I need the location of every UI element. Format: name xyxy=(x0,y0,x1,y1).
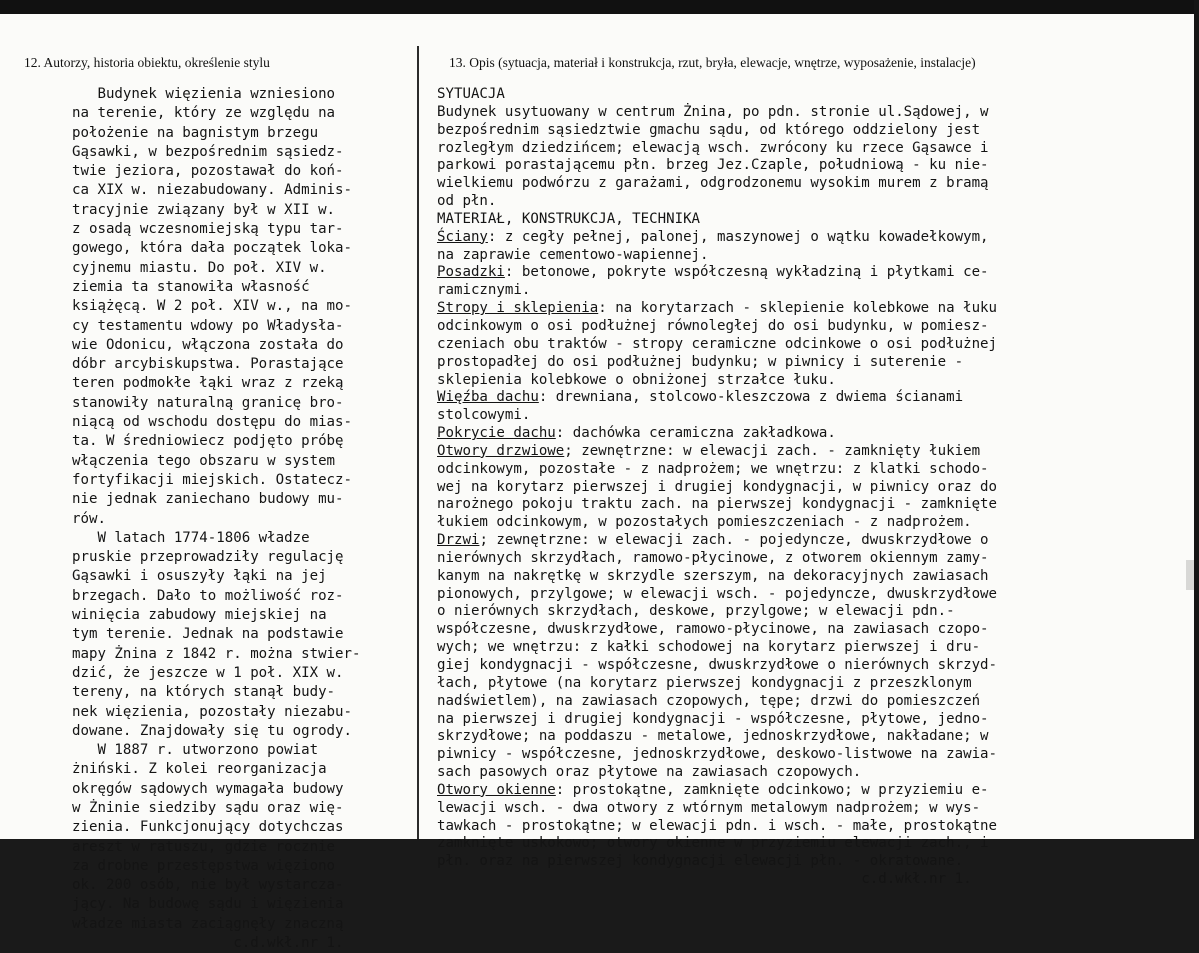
description-text-line xyxy=(437,282,530,298)
history-text-line: areszt w ratuszu, gdzie rocznie xyxy=(72,838,336,855)
description-text-line xyxy=(437,318,989,334)
history-text-column xyxy=(72,85,412,953)
description-text-line xyxy=(437,675,972,691)
history-text-line: Gąsawki, w bezpośrednim sąsiedz- xyxy=(72,143,344,160)
history-text-line: ta. W średniowiecz podjęto próbę xyxy=(72,433,344,450)
history-text-line: zienia. Funkcjonujący dotychczas xyxy=(72,819,344,836)
history-text-line: brzegach. Dało to możliwość roz- xyxy=(72,587,344,604)
description-text: piwnicy - współczesne, jednoskrzydłowe, deskowo-listwowe na zawia- xyxy=(437,746,998,763)
description-text: o nierównych skrzydłach, deskowe, przylgowe; w elewacji pdn.- xyxy=(437,603,955,620)
description-text-line xyxy=(437,818,997,834)
description-text: nadświetlem), na zawiasach czopowych, tępe; drzwi do pomieszczeń xyxy=(437,692,981,709)
description-text-line xyxy=(437,853,963,869)
history-text-line: gowego, która dała początek loka- xyxy=(72,240,353,257)
description-text: sach pasowych oraz płytowe na zawiasach czopowych. xyxy=(437,764,862,781)
history-text-line: włączenia tego obszaru w system xyxy=(72,452,336,469)
scan-top-edge xyxy=(0,0,1199,14)
history-text-line: Budynek więzienia wzniesiono xyxy=(72,86,336,102)
history-text-line: cyjnemu miastu. Do poł. XIV w. xyxy=(72,259,327,276)
history-text-line: dóbr arcybiskupstwa. Porastające xyxy=(72,356,344,373)
subsection-label: Posadzki xyxy=(437,264,505,281)
description-text: : dachówka ceramiczna zakładkowa. xyxy=(555,425,836,442)
description-text-line xyxy=(437,389,963,405)
history-text-line: twie jeziora, pozostawał do koń- xyxy=(72,163,344,180)
description-text: SYTUACJA xyxy=(437,86,505,102)
description-text: nierównych skrzydłach, ramowo-płycinowe, z otworem okiennym zamy- xyxy=(437,549,989,566)
description-text: wielkiemu podwórzu z garażami, odgrodzonemu wysokim murem z bramą xyxy=(437,175,989,192)
history-text-line: na terenie, który ze względu na xyxy=(72,105,336,122)
description-text-line xyxy=(437,728,989,744)
description-text-line xyxy=(437,693,980,709)
column-divider xyxy=(417,46,419,839)
description-text-line xyxy=(437,193,496,209)
history-text-line: ok. 200 osób, nie był wystarcza- xyxy=(72,877,344,894)
description-text: rozległym dziedzińcem; elewacją wsch. zwrócony ku rzece Gąsawce i xyxy=(437,139,989,156)
description-text: Budynek usytuowany w centrum Żnina, po pdn. stronie ul.Sądowej, w xyxy=(437,103,989,120)
history-text-line: mapy Żnina z 1842 r. można stwier- xyxy=(72,645,361,662)
description-text-line xyxy=(437,835,989,851)
description-text: tawkach - prostokątne; w elewacji pdn. i wsch. - małe, prostokątne xyxy=(437,817,998,834)
history-text-line: z osadą wczesnomiejską typu tar- xyxy=(72,221,344,238)
description-text-line xyxy=(437,621,989,637)
description-text: łukiem odcinkowym, w pozostałych pomieszczeniach - z nadprożem. xyxy=(437,514,972,531)
description-text: na zaprawie cementowo-wapiennej. xyxy=(437,246,709,263)
description-text-line xyxy=(437,461,989,477)
history-text-line: władze miasta zaciągnęły znaczną xyxy=(72,915,344,932)
subsection-label: Otwory okienne xyxy=(437,781,556,798)
history-text-line: tym terenie. Jednak na podstawie xyxy=(72,626,344,643)
description-text: współczesne, dwuskrzydłowe, ramowo-płycinowe, na zawiasach czopo- xyxy=(437,621,989,638)
description-text: giej kondygnacji - współczesne, dwuskrzydłowe o nierównych skrzyd- xyxy=(437,657,998,673)
description-text-line xyxy=(437,300,997,316)
history-text-line: Gąsawki i osuszyły łąki na jej xyxy=(72,568,327,585)
description-text-line xyxy=(437,336,997,352)
description-text-line xyxy=(437,247,709,263)
history-text-line: okręgów sądowych wymagała budowy xyxy=(72,780,344,797)
history-text-line: nie jednak zaniechano budowy mu- xyxy=(72,491,344,508)
subsection-label: Pokrycie dachu xyxy=(437,425,556,442)
history-text-line: stanowiły naturalną granicę bro- xyxy=(72,394,344,411)
description-text: pionowych, przylgowe; w elewacji wsch. - pojedyncze, dwuskrzydłowe xyxy=(437,585,998,602)
description-text-line xyxy=(437,782,989,798)
description-text-line xyxy=(437,871,972,887)
description-text: : betonowe, pokryte współczesną wykładziną i płytkami ce- xyxy=(504,264,989,281)
history-text-line: fortyfikacji miejskich. Ostatecz- xyxy=(72,471,353,488)
description-text: ramicznymi. xyxy=(437,282,531,299)
description-text: odcinkowym o osi podłużnej równoległej do osi budynku, w pomiesz- xyxy=(437,317,989,334)
description-text: czeniach obu traktów - stropy ceramiczne odcinkowe o osi podłużnej xyxy=(437,335,998,352)
description-text-line xyxy=(437,586,997,602)
description-text: wych; we wnętrzu: z kałki schodowej na korytarz pierwszej i dru- xyxy=(437,639,981,656)
description-text-line xyxy=(437,764,861,780)
section-12-heading: 12. Autorzy, historia obiektu, określenie stylu xyxy=(24,55,270,70)
description-text-line xyxy=(437,122,980,138)
history-text-line: W 1887 r. utworzono powiat xyxy=(72,742,319,759)
description-text: płn. oraz na pierwszej kondygnacji elewacji płn. - okratowane. xyxy=(437,853,964,870)
history-text-line: ca XIX w. niezabudowany. Adminis- xyxy=(72,182,353,199)
history-text-line: ziemia ta stanowiła własność xyxy=(72,278,310,295)
description-text: od płn. xyxy=(437,193,497,210)
description-text-line xyxy=(437,639,980,655)
description-text: stolcowymi. xyxy=(437,407,531,424)
description-text-line xyxy=(437,514,972,530)
history-text-line: wie Odonicu, włączona została do xyxy=(72,336,344,353)
description-text: ; zewnętrzne: w elewacji zach. - zamknięty łukiem xyxy=(564,442,981,459)
history-text-line: książęcą. W 2 poł. XIV w., na mo- xyxy=(72,298,353,315)
description-text-line xyxy=(437,568,989,584)
history-text-line: c.d.wkł.nr 1. xyxy=(72,935,344,952)
description-text: wej na korytarz pierwszej i drugiej kondygnacji, w piwnicy oraz do xyxy=(437,478,998,495)
description-text: : prostokątne, zamknięte odcinkowo; w przyziemiu e- xyxy=(555,781,989,798)
history-text-line: cy testamentu wdowy po Władysła- xyxy=(72,317,344,334)
description-text: prostopadłej do osi podłużnej budynku; w piwnicy i suterenie - xyxy=(437,353,964,370)
scan-right-edge xyxy=(1194,0,1199,839)
description-text: łach, płytowe (na korytarz pierwszej kondygnacji z przeszklonym xyxy=(437,674,972,691)
description-text-line xyxy=(437,711,989,727)
subsection-label: Drzwi xyxy=(437,532,480,549)
history-text-line: winięcia zabudowy miejskiej na xyxy=(72,607,327,624)
description-text-line xyxy=(437,657,997,673)
description-text: : na korytarzach - sklepienie kolebkowe na łuku xyxy=(598,300,998,317)
history-text-line: tereny, na których stanął budy- xyxy=(72,684,336,701)
description-text-line xyxy=(437,157,989,173)
history-text-line: niącą od wschodu dostępu do mias- xyxy=(72,414,353,431)
subsection-label: Więźba dachu xyxy=(437,389,539,406)
description-text-line xyxy=(437,532,989,548)
description-text-line xyxy=(437,407,530,423)
description-text: na pierwszej i drugiej kondygnacji - współczesne, płytowe, jedno- xyxy=(437,710,989,727)
subsection-label: Otwory drzwiowe xyxy=(437,442,565,459)
history-text-line: położenie na bagnistym brzegu xyxy=(72,124,319,141)
description-text: skrzydłowe; na poddaszu - metalowe, jednoskrzydłowe, nakładane; w xyxy=(437,728,989,745)
history-text-line: dowane. Znajdowały się tu ogrody. xyxy=(72,722,353,739)
description-text-line xyxy=(437,354,963,370)
description-text-column xyxy=(437,86,1187,889)
description-text-line xyxy=(437,425,836,441)
description-text-line xyxy=(437,479,997,495)
history-text-line: jący. Na budowę sądu i więzienia xyxy=(72,896,344,913)
description-text-line xyxy=(437,800,980,816)
description-text: ; zewnętrzne: w elewacji zach. - pojedyncze, dwuskrzydłowe o xyxy=(479,532,989,549)
description-text-line xyxy=(437,175,989,191)
description-text: narożnego pokoju traktu zach. na pierwszej kondygnacji - zamknięte xyxy=(437,496,998,513)
history-text-line: nek więzienia, pozostały niezabu- xyxy=(72,703,353,720)
description-text-line xyxy=(437,746,997,762)
history-text-line: tracyjnie związany był w XII w. xyxy=(72,201,336,218)
description-text: zamknięte uskokowo; otwory okienne w przyziemiu elewacji zach., i xyxy=(437,835,989,852)
description-text-line xyxy=(437,372,836,388)
history-text-line: w Żninie siedziby sądu oraz wię- xyxy=(72,799,344,816)
description-text-line xyxy=(437,264,989,280)
subsection-label: Stropy i sklepienia xyxy=(437,300,599,317)
description-text: lewacji wsch. - dwa otwory z wtórnym metalowym nadprożem; w wys- xyxy=(437,799,981,816)
description-text: c.d.wkł.nr 1. xyxy=(437,871,972,888)
history-text-line: teren podmokłe łąki wraz z rzeką xyxy=(72,375,344,392)
description-text: : z cegły pełnej, palonej, maszynowej o wątku kowadełkowym, xyxy=(487,228,989,245)
scan-edge-mark xyxy=(1186,560,1194,590)
description-text-line xyxy=(437,603,955,619)
description-text-line xyxy=(437,550,989,566)
description-text-line xyxy=(437,496,997,512)
description-text: MATERIAŁ, KONSTRUKCJA, TECHNIKA xyxy=(437,210,701,227)
description-text-line xyxy=(437,211,700,227)
description-text-line xyxy=(437,140,989,156)
description-text: sklepienia kolebkowe o obniżonej strzałce łuku. xyxy=(437,371,836,388)
description-text-line xyxy=(437,443,980,459)
history-text-line: żniński. Z kolei reorganizacja xyxy=(72,761,327,778)
subsection-label: Ściany xyxy=(437,228,488,245)
description-text: bezpośrednim sąsiedztwie gmachu sądu, od którego oddzielony jest xyxy=(437,121,981,138)
description-text: kanym na nakrętkę w skrzydle szerszym, na dekoracyjnych zawiasach xyxy=(437,567,989,584)
description-text: parkowi porastającemu płn. brzeg Jez.Czaple, południową - ku nie- xyxy=(437,157,989,174)
section-13-heading: 13. Opis (sytuacja, materiał i konstrukcja, rzut, bryła, elewacje, wnętrze, wyposażenie, instalacje) xyxy=(449,55,976,70)
description-text: odcinkowym, pozostałe - z nadprożem; we wnętrzu: z klatki schodo- xyxy=(437,460,989,477)
history-text-line: dzić, że jeszcze w 1 poł. XIX w. xyxy=(72,664,344,681)
description-text-line xyxy=(437,229,989,245)
history-text-line: za drobne przestępstwa więziono xyxy=(72,857,336,874)
history-text-line: rów. xyxy=(72,510,106,527)
description-text-line xyxy=(437,86,505,102)
history-text-line: W latach 1774-1806 władze xyxy=(72,529,310,546)
history-text-line: pruskie przeprowadziły regulację xyxy=(72,549,344,566)
description-text: : drewniana, stolcowo-kleszczowa z dwiema ścianami xyxy=(538,389,964,406)
description-text-line xyxy=(437,104,989,120)
